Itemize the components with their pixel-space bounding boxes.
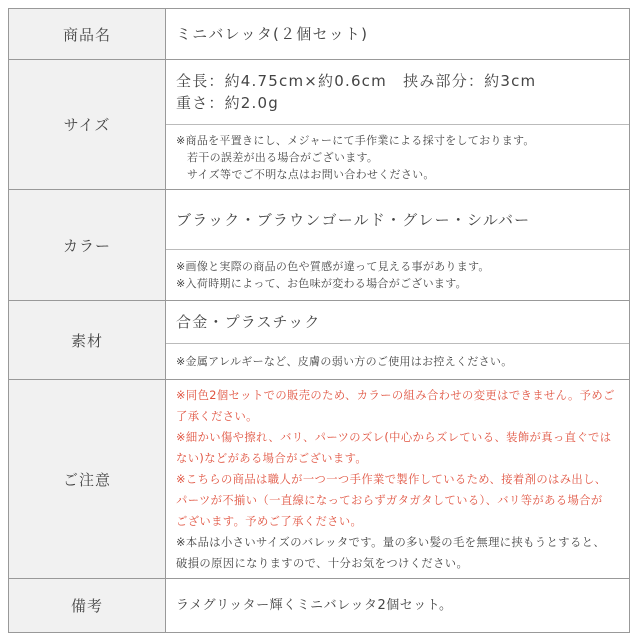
label-caution: ご注意 bbox=[9, 380, 166, 578]
value-product-name-cell bbox=[166, 9, 629, 59]
row-size bbox=[9, 60, 629, 190]
value-caution-cell bbox=[166, 380, 629, 578]
size-note: 若干の誤差が出る場合がございます。 bbox=[187, 150, 379, 164]
product-spec-table bbox=[8, 8, 630, 633]
caution-line: 了承ください。 bbox=[176, 409, 258, 423]
size-note: サイズ等でご不明な点はお問い合わせください。 bbox=[187, 167, 435, 181]
color-options: ブラック・ブラウンゴールド・グレー・シルバー bbox=[176, 210, 531, 229]
caution-line: ※本品は小さいサイズのバレッタです。量の多い髪の毛を無理に挟もうとすると、 bbox=[176, 535, 606, 549]
row-caution bbox=[9, 380, 629, 579]
caution-line: 破損の原因になりますので、十分お気をつけください。 bbox=[176, 556, 469, 570]
caution-line: ※こちらの商品は職人が一つ一つ手作業で製作しているため、接着剤のはみ出し、 bbox=[176, 472, 607, 486]
row-material bbox=[9, 301, 629, 380]
row-color bbox=[9, 190, 629, 301]
color-note: ※画像と実際の商品の色や質感が違って見える事があります。 bbox=[176, 260, 490, 273]
material-value: 合金・プラスチック bbox=[176, 313, 321, 331]
caution-line: ございます。予めご了承ください。 bbox=[176, 514, 363, 528]
material-note: ※金属アレルギーなど、皮膚の弱い方のご使用はお控えください。 bbox=[176, 355, 513, 368]
label-color: カラー bbox=[9, 190, 166, 300]
caution-line: ※同色2個セットでの販売のため、カラーの組み合わせの変更はできません。予めご bbox=[176, 388, 615, 402]
label-material: 素材 bbox=[9, 301, 166, 379]
row-product-name bbox=[9, 9, 629, 60]
size-note: ※商品を平置きにし、メジャーにて手作業による採寸をしております。 bbox=[176, 133, 535, 147]
value-material-cell bbox=[166, 301, 629, 379]
caution-line: ない)などがある場合がございます。 bbox=[176, 451, 368, 465]
label-size: サイズ bbox=[9, 60, 166, 189]
label-remarks: 備考 bbox=[9, 579, 166, 632]
label-product-name: 商品名 bbox=[9, 9, 166, 59]
value-color-cell bbox=[166, 190, 629, 300]
value-size-cell bbox=[166, 60, 629, 189]
size-dimensions: 全長：約4.75cm×約0.6cm 挟み部分：約3cm bbox=[176, 72, 537, 90]
caution-line: パーツが不揃い（一直線になっておらずガタガタしている）、バリ等がある場合が bbox=[176, 493, 603, 507]
remarks-value: ラメグリッター輝くミニバレッタ2個セット。 bbox=[176, 597, 453, 613]
color-note: ※入荷時期によって、お色味が変わる場合がございます。 bbox=[176, 277, 467, 290]
size-weight: 重さ：約2.0g bbox=[176, 94, 279, 112]
caution-line: ※細かい傷や擦れ、バリ、パーツのズレ(中心からズレている、装飾が真っ直ぐでは bbox=[176, 430, 612, 444]
value-remarks-cell bbox=[166, 579, 629, 632]
value-product-name: ミニバレッタ(２個セット) bbox=[176, 25, 369, 43]
row-remarks bbox=[9, 579, 629, 632]
